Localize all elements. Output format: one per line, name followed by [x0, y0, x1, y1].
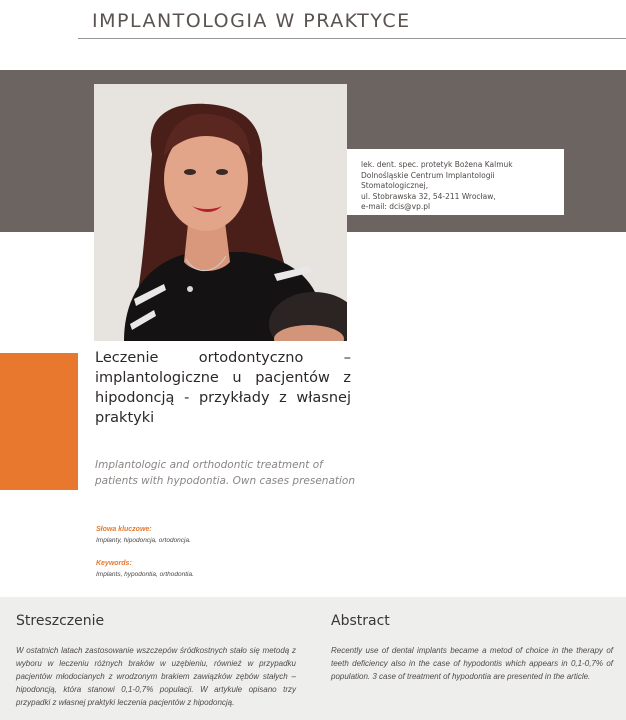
keywords-pl-text: Implanty, hipodoncja, ortodoncja. [96, 537, 191, 544]
keywords-pl-label: Słowa kluczowe: [96, 526, 152, 533]
author-photo [94, 84, 347, 341]
author-address: ul. Stobrawska 32, 54-211 Wrocław, [361, 191, 496, 201]
article-title-pl: Leczenie ortodontyczno – implantologiczne u pacjentów z hipodoncją - przykłady z własnej praktyki [95, 350, 351, 426]
summary-en-heading: Abstract [331, 613, 390, 629]
keywords-en-label: Keywords: [96, 560, 132, 567]
section-title: IMPLANTOLOGIA W PRAKTYCE [92, 10, 411, 32]
summary-pl-text: W ostatnich latach zastosowanie wszczepów śródkostnych stało się metodą z wyboru w leczeniu różnych braków w uzębieniu, również w przypadku pacjentów młodocianych z wrodzonym brakiem zawiązków zębów stałych – hipodoncją, która stanowi 0,1-0,7% populacji. W artykule opisano trzy przypadki z własnej praktyki leczenia pacjentów z hipodoncją. [16, 646, 296, 707]
accent-block [0, 353, 78, 490]
header-divider [78, 38, 626, 39]
article-title-en: Implantologic and orthodontic treatment of patients with hypodontia. Own cases presenation [95, 459, 355, 487]
author-email: e-mail: dcis@vp.pl [361, 202, 431, 211]
summary-en-text: Recently use of dental implants became a metod of choice in the therapy of teeth deficiency also in the case of hypodontis which appears in 0,1-0,7% of population. 3 case of treatment of hypodontia are presented in the article. [331, 646, 613, 681]
author-affiliation: Dolnośląskie Centrum Implantologii Stomatologicznej, [361, 170, 495, 190]
summary-pl-heading: Streszczenie [16, 613, 105, 629]
author-name: lek. dent. spec. protetyk Bożena Kalmuk [361, 160, 513, 169]
keywords-en-text: Implants, hypodontia, orthodontia. [96, 571, 194, 578]
author-info-box [347, 149, 564, 215]
